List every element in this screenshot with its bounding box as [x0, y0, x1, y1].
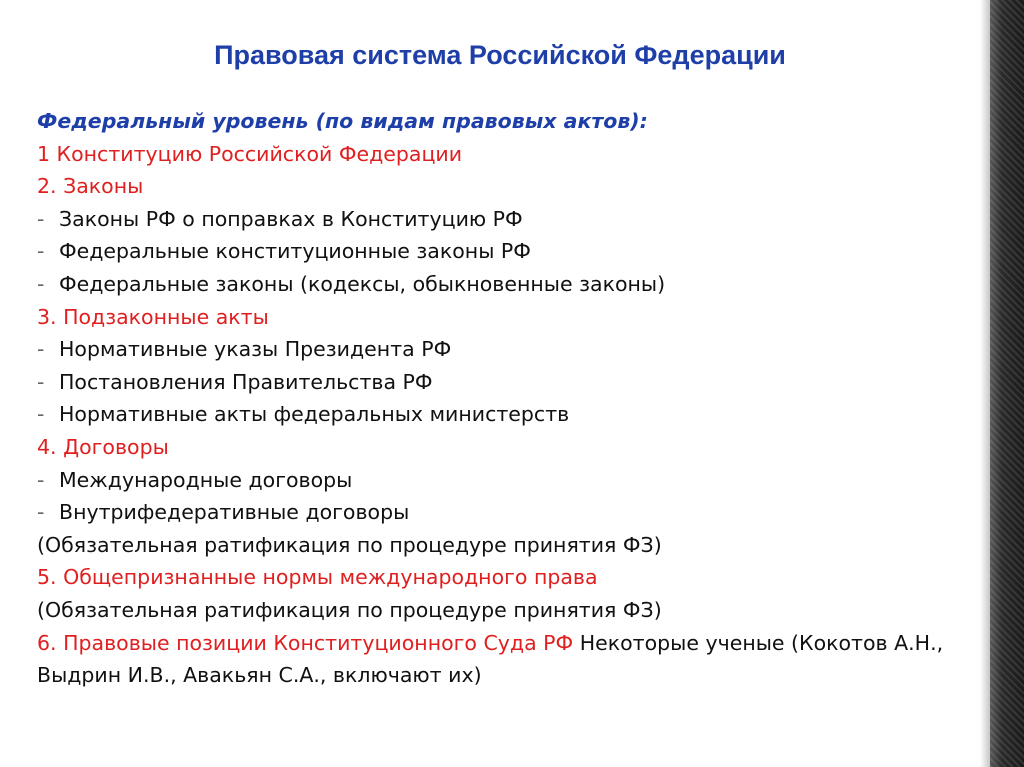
sub-item-text: Федеральные конституционные законы РФ — [59, 239, 531, 264]
note-ratification: (Обязательная ратификация по процедуре принятия ФЗ) — [37, 597, 662, 622]
dash-bullet: - — [37, 206, 45, 231]
slide-content — [37, 105, 977, 692]
dash-bullet: - — [37, 402, 45, 427]
sub-item-text: Нормативные указы Президента РФ — [59, 337, 452, 362]
list-item-bylaws: 3. Подзаконные акты — [37, 304, 269, 329]
sub-item-text: Постановления Правительства РФ — [59, 369, 433, 394]
sub-item — [37, 366, 977, 399]
dash-bullet: - — [37, 239, 45, 264]
sub-item — [37, 268, 977, 301]
list-item-constitutional-court — [37, 627, 977, 692]
list-item-international-norms: 5. Общепризнанные нормы международного права — [37, 565, 598, 590]
sub-item — [37, 333, 977, 366]
sub-item — [37, 203, 977, 236]
sub-item — [37, 398, 977, 431]
constitutional-court-label: 6. Правовые позиции Конституционного Суда РФ — [37, 630, 574, 655]
note-ratification: (Обязательная ратификация по процедуре принятия ФЗ) — [37, 532, 662, 557]
sub-item-text: Внутрифедеративные договоры — [59, 500, 410, 525]
slide-title: Правовая система Российской Федерации — [214, 40, 786, 70]
decorative-edge — [990, 0, 1024, 767]
dash-bullet: - — [37, 271, 45, 296]
dash-bullet: - — [37, 500, 45, 525]
sub-item-text: Нормативные акты федеральных министерств — [59, 402, 570, 427]
sub-item — [37, 496, 977, 529]
list-item-laws: 2. Законы — [37, 174, 144, 199]
dash-bullet: - — [37, 337, 45, 362]
sub-item — [37, 464, 977, 497]
sub-item-text: Международные договоры — [59, 467, 353, 492]
list-item-constitution: 1 Конституцию Российской Федерации — [37, 141, 463, 166]
sub-item-text: Законы РФ о поправках в Конституцию РФ — [59, 206, 523, 231]
sub-item-text: Федеральные законы (кодексы, обыкновенные законы) — [59, 271, 666, 296]
sub-item — [37, 235, 977, 268]
section-heading: Федеральный уровень (по видам правовых актов): — [37, 109, 648, 133]
dash-bullet: - — [37, 467, 45, 492]
list-item-treaties: 4. Договоры — [37, 434, 169, 459]
scholars-note: Некоторые ученые (Кокотов А.Н., Выдрин И.В., Авакьян С.А., включают их) — [37, 630, 944, 688]
dash-bullet: - — [37, 369, 45, 394]
edge-shadow — [980, 0, 990, 767]
